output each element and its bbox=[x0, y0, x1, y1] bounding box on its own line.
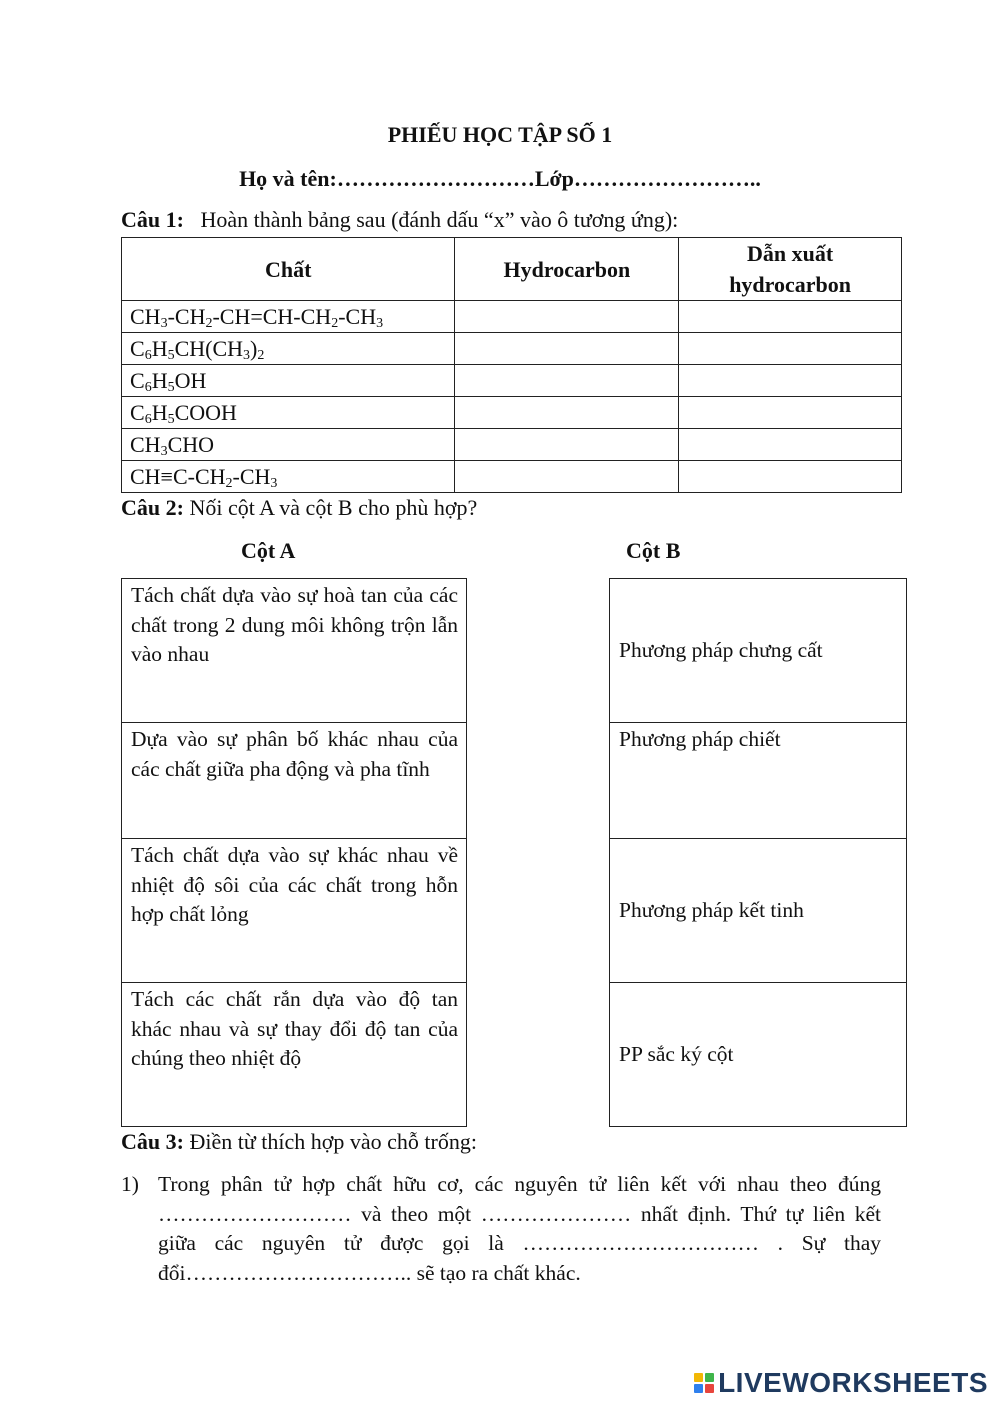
formula-subscript: 2 bbox=[225, 476, 233, 491]
formula-text: -CH=CH-CH bbox=[212, 304, 332, 329]
formula-text: OH bbox=[174, 368, 207, 393]
table-row bbox=[122, 461, 902, 493]
item-number: 1) bbox=[121, 1172, 139, 1196]
question-3 bbox=[121, 1129, 477, 1155]
formula-subscript: 6 bbox=[144, 348, 152, 363]
formula-subscript: 2 bbox=[331, 316, 339, 331]
formula-text: -CH bbox=[167, 304, 206, 329]
fill-in-item[interactable] bbox=[121, 1170, 881, 1288]
formula-text: -CH bbox=[338, 304, 377, 329]
hydrocarbon-cell[interactable] bbox=[455, 301, 679, 333]
table-header-row bbox=[122, 238, 902, 301]
header-hydrocarbon: Hydrocarbon bbox=[455, 238, 679, 301]
question-1-label: Câu 1: bbox=[121, 207, 184, 232]
formula-text: C bbox=[130, 368, 145, 393]
formula-subscript: 3 bbox=[160, 444, 168, 459]
formula-text: CHO bbox=[167, 432, 215, 457]
table-row bbox=[122, 365, 902, 397]
derivative-cell[interactable] bbox=[679, 429, 902, 461]
column-b-text: Phương pháp chiết bbox=[619, 727, 781, 751]
question-1 bbox=[121, 207, 678, 233]
column-a-item[interactable] bbox=[121, 578, 467, 723]
column-a-item[interactable] bbox=[121, 838, 467, 983]
formula-text: H bbox=[151, 400, 168, 425]
formula-text: COOH bbox=[174, 400, 237, 425]
column-a-text: Tách chất dựa vào sự khác nhau về nhiệt độ sôi của các chất trong hỗn hợp chất lỏng bbox=[131, 843, 458, 926]
page-title: PHIẾU HỌC TẬP SỐ 1 bbox=[387, 122, 613, 147]
column-a-text: Tách chất dựa vào sự hoà tan của các chất trong 2 dung môi không trộn lẫn vào nhau bbox=[131, 583, 458, 666]
substance-formula bbox=[122, 301, 455, 333]
question-3-text: Điền từ thích hợp vào chỗ trống: bbox=[189, 1129, 477, 1154]
question-3-label: Câu 3: bbox=[121, 1129, 184, 1154]
column-b-text: Phương pháp chưng cất bbox=[619, 638, 823, 662]
derivative-cell[interactable] bbox=[679, 333, 902, 365]
item-text: Trong phân tử hợp chất hữu cơ, các nguyên tử liên kết với nhau theo đúng ……………………… và theo một ………………… nhất định. Thứ tự liên kết giữa các nguyên tử được gọi là …………………………… . Sự thay đổi………………………….. sẽ tạo ra chất khác. bbox=[158, 1172, 881, 1285]
substance-formula bbox=[122, 333, 455, 365]
formula-subscript: 3 bbox=[376, 316, 384, 331]
derivative-cell[interactable] bbox=[679, 397, 902, 429]
column-b-item[interactable] bbox=[609, 578, 907, 723]
table-row bbox=[122, 301, 902, 333]
formula-text: C bbox=[130, 336, 145, 361]
formula-text: H bbox=[151, 368, 168, 393]
hydrocarbon-cell[interactable] bbox=[455, 397, 679, 429]
column-b-title: Cột B bbox=[626, 538, 681, 563]
column-a-text: Dựa vào sự phân bố khác nhau của các chất giữa pha động và pha tĩnh bbox=[131, 727, 458, 781]
name-class-line: Họ và tên:………………………Lớp…………………….. bbox=[239, 166, 761, 191]
formula-subscript: 3 bbox=[160, 316, 168, 331]
substance-formula bbox=[122, 461, 455, 493]
column-a-item[interactable] bbox=[121, 722, 467, 839]
column-a-item[interactable] bbox=[121, 982, 467, 1127]
hydrocarbon-cell[interactable] bbox=[455, 365, 679, 397]
column-a-title: Cột A bbox=[241, 538, 296, 563]
question-2-label: Câu 2: bbox=[121, 495, 184, 520]
table-row bbox=[122, 397, 902, 429]
derivative-cell[interactable] bbox=[679, 301, 902, 333]
column-a-text: Tách các chất rắn dựa vào độ tan khác nhau và sự thay đổi độ tan của chúng theo nhiệt độ bbox=[131, 987, 458, 1070]
hydrocarbon-cell[interactable] bbox=[455, 461, 679, 493]
formula-text: ) bbox=[250, 336, 258, 361]
column-b-text: Phương pháp kết tinh bbox=[619, 898, 804, 922]
header-derivative-line2: hydrocarbon bbox=[729, 272, 852, 297]
substance-formula bbox=[122, 365, 455, 397]
formula-subscript: 6 bbox=[144, 412, 152, 427]
substance-formula bbox=[122, 429, 455, 461]
formula-subscript: 2 bbox=[257, 348, 265, 363]
table-row bbox=[122, 429, 902, 461]
question-1-text: Hoàn thành bảng sau (đánh dấu “x” vào ô tương ứng): bbox=[200, 207, 679, 232]
question-2-text: Nối cột A và cột B cho phù hợp? bbox=[189, 495, 478, 520]
header-derivative bbox=[679, 238, 902, 301]
formula-subscript: 6 bbox=[144, 380, 152, 395]
formula-text: CH bbox=[130, 304, 161, 329]
formula-subscript: 2 bbox=[205, 316, 213, 331]
formula-subscript: 5 bbox=[167, 380, 175, 395]
formula-text: H bbox=[151, 336, 168, 361]
formula-text: -CH bbox=[232, 464, 271, 489]
hydrocarbon-cell[interactable] bbox=[455, 333, 679, 365]
column-b-text: PP sắc ký cột bbox=[619, 1042, 734, 1066]
column-b-item[interactable] bbox=[609, 982, 907, 1127]
formula-text: CH bbox=[130, 432, 161, 457]
table-row bbox=[122, 333, 902, 365]
header-substance: Chất bbox=[122, 238, 455, 301]
classification-table bbox=[121, 237, 902, 493]
logo-text: LIVEWORKSHEETS bbox=[718, 1367, 988, 1398]
formula-subscript: 5 bbox=[167, 412, 175, 427]
hydrocarbon-cell[interactable] bbox=[455, 429, 679, 461]
derivative-cell[interactable] bbox=[679, 365, 902, 397]
derivative-cell[interactable] bbox=[679, 461, 902, 493]
column-b-item[interactable] bbox=[609, 722, 907, 839]
formula-text: CH(CH bbox=[174, 336, 244, 361]
header-derivative-line1: Dẫn xuất bbox=[747, 241, 834, 266]
logo-mark-icon bbox=[694, 1373, 714, 1393]
question-2 bbox=[121, 495, 477, 521]
substance-formula bbox=[122, 397, 455, 429]
formula-subscript: 3 bbox=[243, 348, 251, 363]
formula-text: C bbox=[130, 400, 145, 425]
formula-subscript: 3 bbox=[270, 476, 278, 491]
formula-subscript: 5 bbox=[167, 348, 175, 363]
formula-text: CH≡C-CH bbox=[130, 464, 226, 489]
column-b-item[interactable] bbox=[609, 838, 907, 983]
liveworksheets-logo bbox=[694, 1368, 988, 1398]
